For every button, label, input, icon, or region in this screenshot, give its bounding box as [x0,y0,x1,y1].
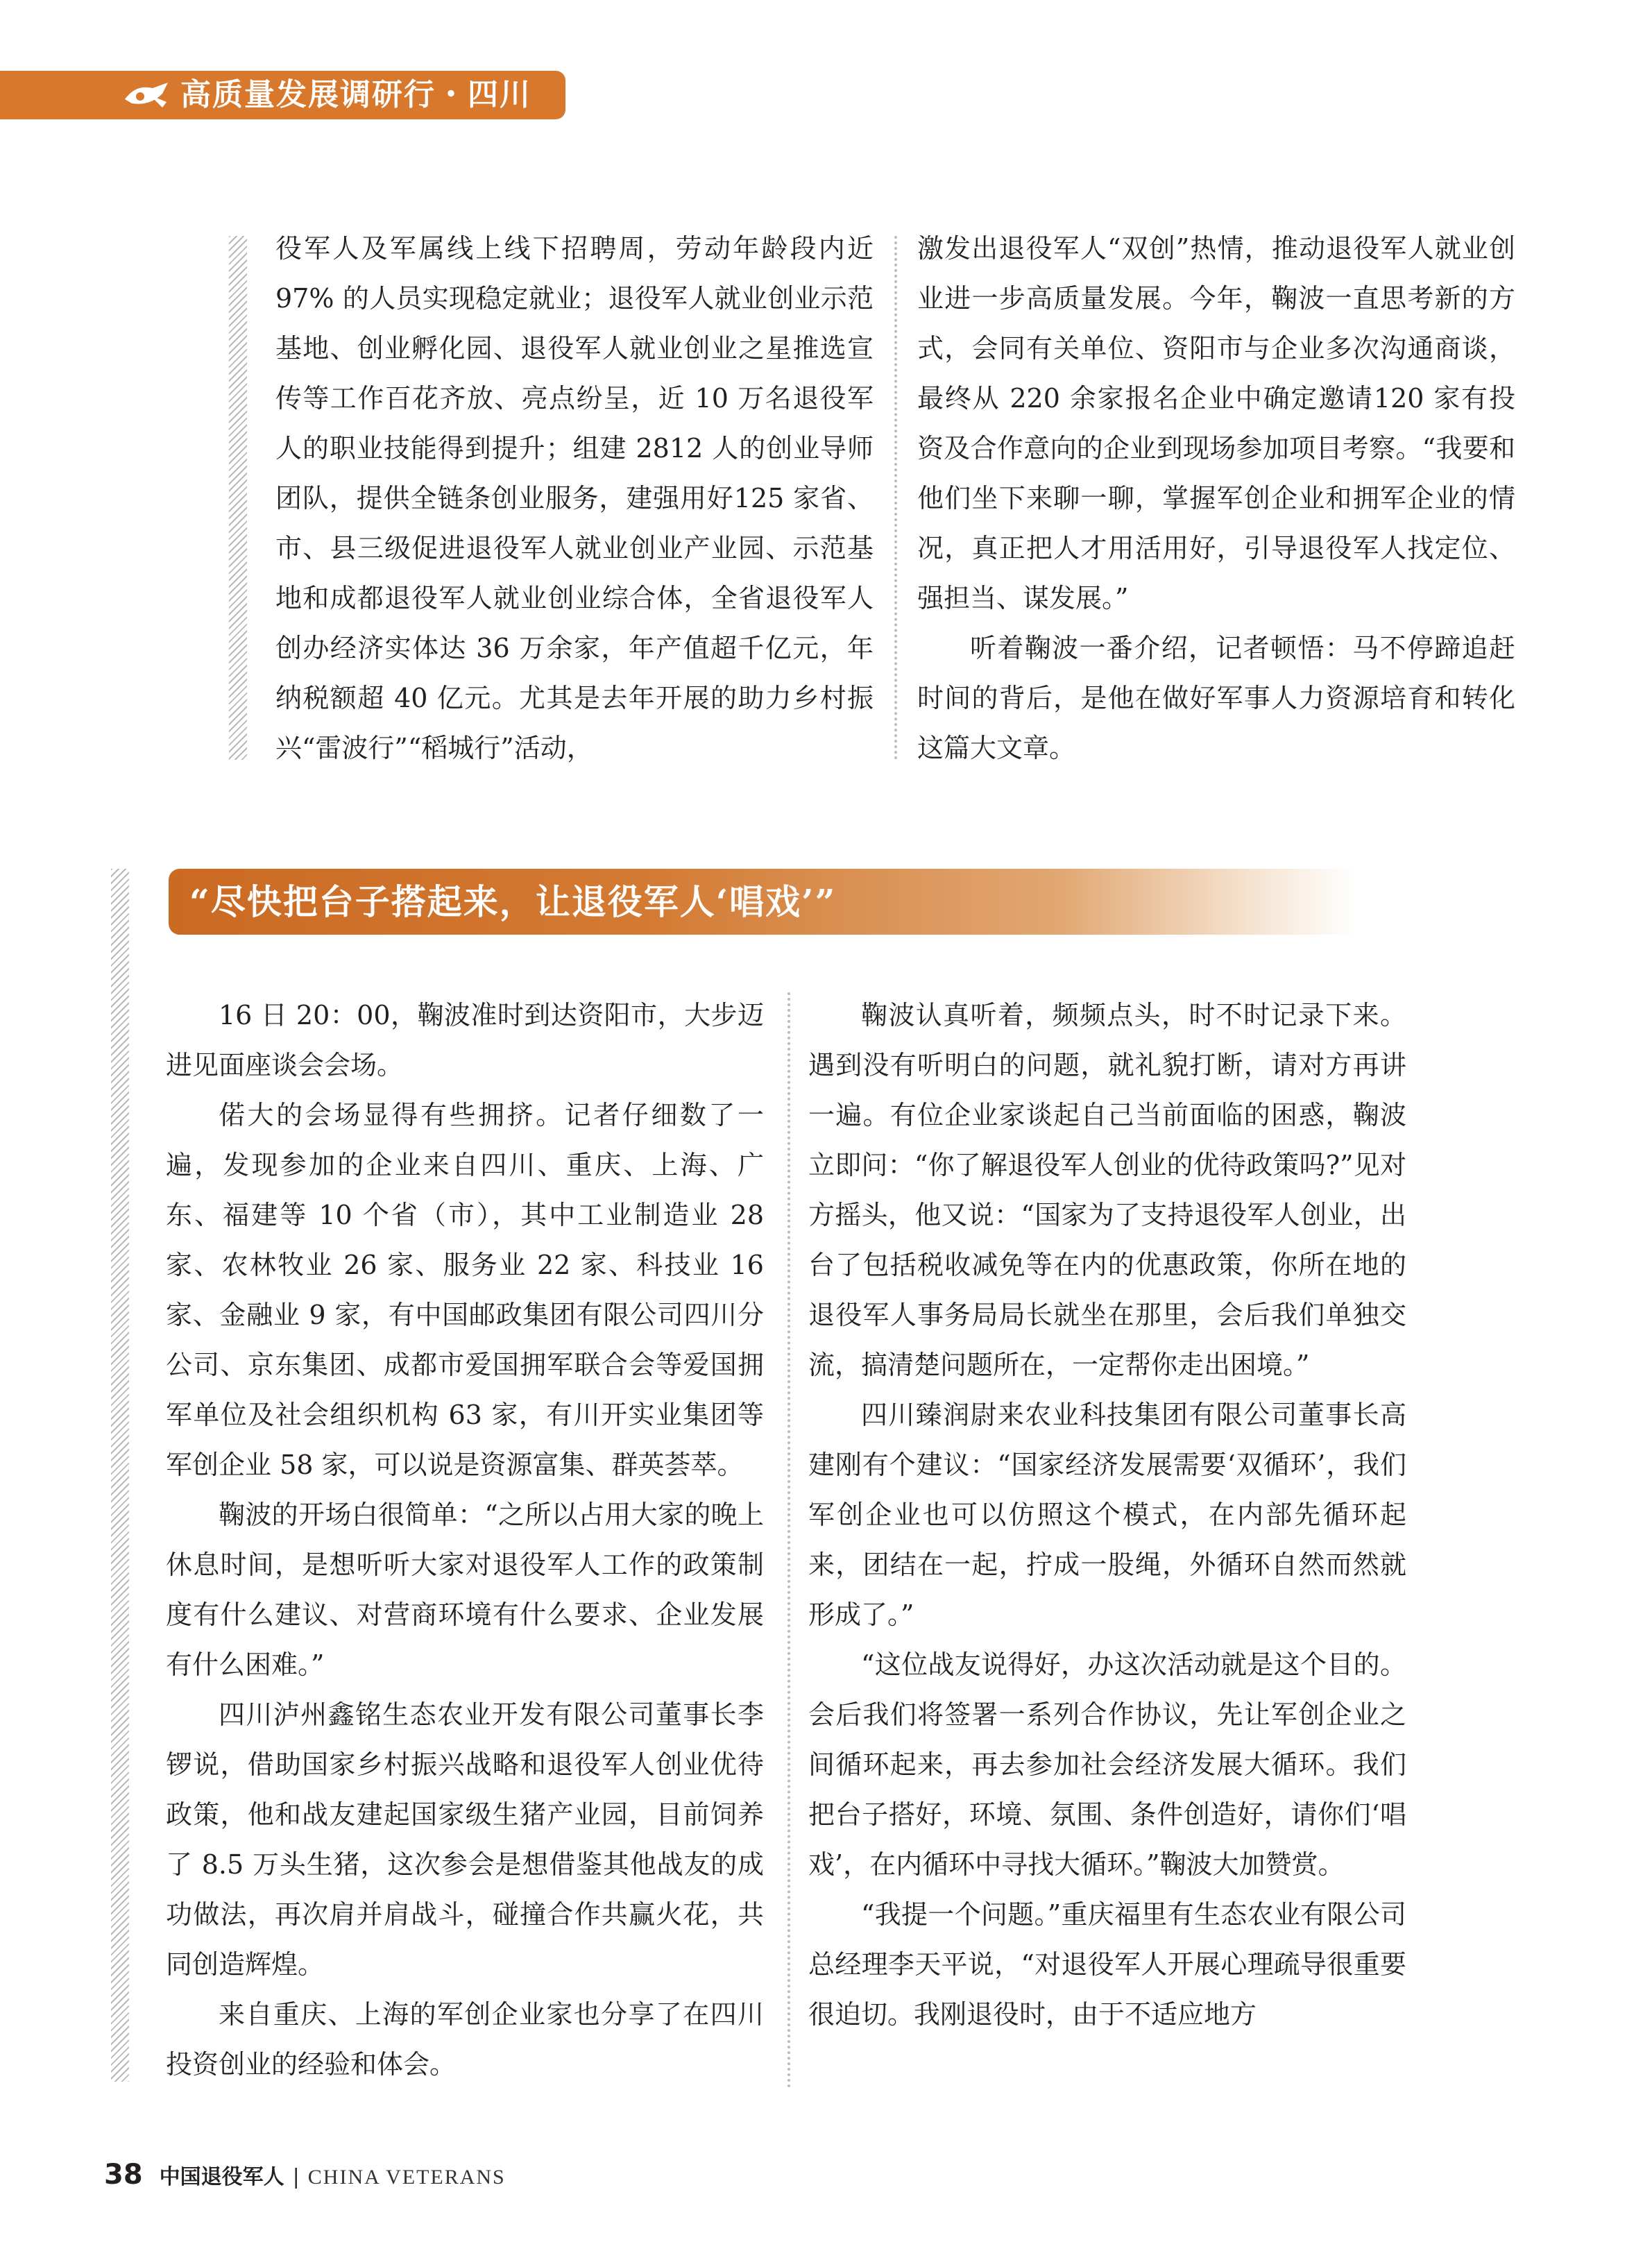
page-footer [104,2154,506,2196]
paragraph: 四川泸州鑫铭生态农业开发有限公司董事长李锣说，借助国家乡村振兴战略和退役军人创业优待政策，他和战友建起国家级生猪产业园，目前饲养了 8.5 万头生猪，这次参会是想借鉴其他战友的成功做法，再次肩并肩战斗，碰撞合作共赢火花，共同创造辉煌。 [166,1699,764,1980]
magazine-name-en: CHINA VETERANS [307,2166,506,2189]
decorative-hatch-top [229,236,247,760]
decorative-hatch-bottom [111,869,129,2082]
paragraph: “这位战友说得好，办这次活动就是这个目的。会后我们将签署一系列合作协议，先让军创企业之间循环起来，再去参加社会经济发展大循环。我们把台子搭好，环境、氛围、条件创造好，请你们‘唱戏’，在内循环中寻找大循环。”鞠波大加赞赏。 [808,1649,1406,1880]
top-left-column [275,223,874,773]
top-right-column [917,223,1515,773]
section-logo-icon [122,78,172,112]
section-heading: “尽快把台子搭起来，让退役军人‘唱戏’” [189,881,837,922]
paragraph: 激发出退役军人“双创”热情，推动退役军人就业创业进一步高质量发展。今年，鞠波一直思考新的方式，会同有关单位、资阳市与企业多次沟通商谈，最终从 220 余家报名企业中确定邀请120 家有投资及合作意向的企业到现场参加项目考察。“我要和他们坐下来聊一聊，掌握军创企业和拥军企业的情况，真正把人才用活用好，引导退役军人找定位、强担当、谋发展。” [917,233,1515,613]
paragraph: 鞠波的开场白很简单：“之所以占用大家的晚上休息时间，是想听听大家对退役军人工作的政策制度有什么建议、对营商环境有什么要求、企业发展有什么困难。” [166,1500,764,1680]
paragraph: 来自重庆、上海的军创企业家也分享了在四川投资创业的经验和体会。 [166,1999,764,2080]
section-header-tab [0,71,565,119]
section-heading-banner [169,869,1356,935]
footer-separator: | [292,2165,300,2189]
bottom-left-column [166,990,764,2089]
paragraph: 四川臻润尉来农业科技集团有限公司董事长高建刚有个建议：“国家经济发展需要‘双循环’，我们军创企业也可以仿照这个模式，在内部先循环起来，团结在一起，拧成一股绳，外循环自然而然就形成了。” [808,1400,1406,1630]
paragraph: 偌大的会场显得有些拥挤。记者仔细数了一遍，发现参加的企业来自四川、重庆、上海、广东、福建等 10 个省（市），其中工业制造业 28 家、农林牧业 26 家、服务业 22 家、科技业 16 家、金融业 9 家，有中国邮政集团有限公司四川分公司、京东集团、成都市爱国拥军联合会等爱国拥军单位及社会组织机构 63 家，有川开实业集团等军创企业 58 家，可以说是资源富集、群英荟萃。 [166,1100,764,1480]
paragraph: 役军人及军属线上线下招聘周，劳动年龄段内近97% 的人员实现稳定就业；退役军人就业创业示范基地、创业孵化园、退役军人就业创业之星推选宣传等工作百花齐放、亮点纷呈，近 10 万名退役军人的职业技能得到提升；组建 2812 人的创业导师团队，提供全链条创业服务，建强用好125 家省、市、县三级促进退役军人就业创业产业园、示范基地和成都退役军人就业创业综合体，全省退役军人创办经济实体达 36 万余家，年产值超千亿元，年纳税额超 40 亿元。尤其是去年开展的助力乡村振兴“雷波行”“稻城行”活动， [275,233,874,763]
column-divider-bottom [787,992,790,2089]
paragraph: 鞠波认真听着，频频点头，时不时记录下来。遇到没有听明白的问题，就礼貌打断，请对方再讲一遍。有位企业家谈起自己当前面临的困惑，鞠波立即问：“你了解退役军人创业的优待政策吗?”见对方摇头，他又说：“国家为了支持退役军人创业，出台了包括税收减免等在内的优惠政策，你所在地的退役军人事务局局长就坐在那里，会后我们单独交流，搞清楚问题所在，一定帮你走出困境。” [808,1000,1406,1380]
section-title: 高质量发展调研行・四川 [180,77,531,112]
magazine-name: 中国退役军人 [159,2165,284,2189]
bottom-right-column [808,990,1406,2039]
paragraph: “我提一个问题。”重庆福里有生态农业有限公司总经理李天平说，“对退役军人开展心理疏导很重要很迫切。我刚退役时，由于不适应地方 [808,1899,1406,2030]
paragraph: 听着鞠波一番介绍，记者顿悟：马不停蹄追赶时间的背后，是他在做好军事人力资源培育和转化这篇大文章。 [917,633,1515,763]
paragraph: 16 日 20：00，鞠波准时到达资阳市，大步迈进见面座谈会会场。 [166,1000,764,1080]
page-number: 38 [104,2159,143,2191]
column-divider-top [894,236,897,760]
